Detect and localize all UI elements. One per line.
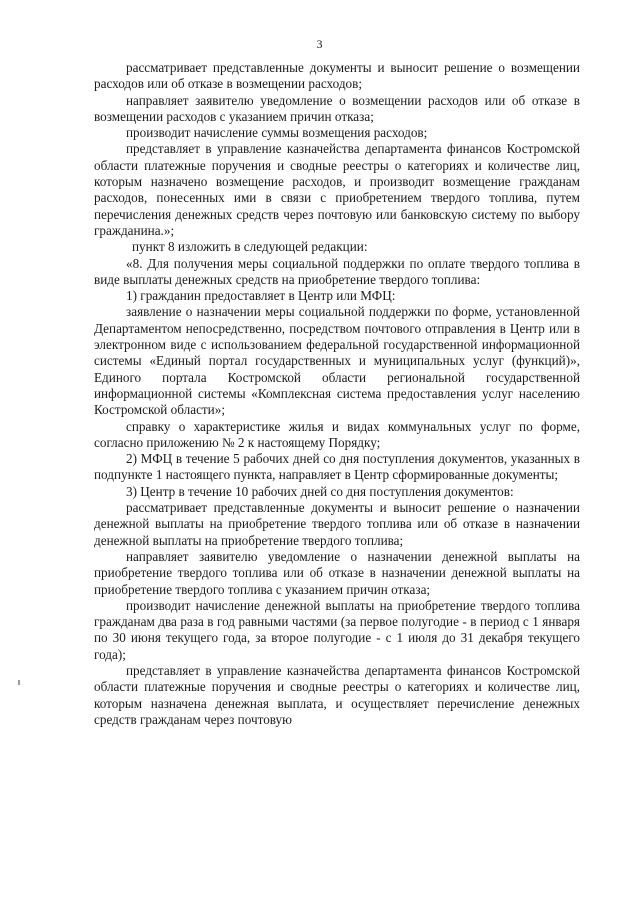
paragraph: 1) гражданин предоставляет в Центр или МФЦ:: [126, 288, 396, 304]
paragraph: производит начисление суммы возмещения расходов;: [126, 125, 428, 141]
paragraph: 2) МФЦ в течение 5 рабочих дней со дня поступления документов, указанных в подпункте 1 настоящего пункта, направляет в Центр сформированные документы;: [94, 451, 580, 483]
scan-mark: [18, 680, 20, 685]
paragraph: рассматривает представленные документы и выносит решение о назначении денежной выплаты на приобретение твердого топлива или об отказе в назначении денежной выплаты на приобретение твердого топлива;: [94, 500, 580, 548]
paragraph: направляет заявителю уведомление о возмещении расходов или об отказе в возмещении расходов с указанием причин отказа;: [94, 92, 580, 124]
paragraph: производит начисление денежной выплаты на приобретение твердого топлива гражданам два раза в год равными частями (за первое полугодие - в период с 1 января по 30 июня текущего года, за второе полугодие - с 1 июля до 31 декабря текущего года);: [94, 597, 580, 662]
page-number: 3: [316, 37, 323, 51]
paragraph: представляет в управление казначейства департамента финансов Костромской области платежные поручения и сводные реестры о категориях и количестве лиц, которым назначено возмещение расходов, и производит возмещение гражданам расходов, понесенных ими в связи с приобретением твердого топлива, путем перечисления денежных средств через почтовую или банковскую систему по выбору гражданина.»;: [94, 141, 580, 238]
paragraph: рассматривает представленные документы и выносит решение о возмещении расходов или об отказе в возмещении расходов;: [94, 60, 580, 92]
paragraph: направляет заявителю уведомление о назначении денежной выплаты на приобретение твердого топлива или об отказе в назначении денежной выплаты на приобретение твердого топлива с указанием причин отказа;: [94, 548, 580, 597]
paragraph: «8. Для получения меры социальной поддержки по оплате твердого топлива в виде выплаты денежных средств на приобретение твердого топлива:: [94, 255, 580, 287]
document-body: [94, 60, 580, 728]
paragraph: справку о характеристике жилья и видах коммунальных услуг по форме, согласно приложению № 2 к настоящему Порядку;: [94, 418, 580, 450]
paragraph: 3) Центр в течение 10 рабочих дней со дня поступления документов:: [126, 483, 514, 499]
paragraph: пункт 8 изложить в следующей редакции:: [132, 239, 368, 255]
paragraph: заявление о назначении меры социальной поддержки по форме, установленной Департаментом непосредственно, посредством почтового отправления в Центр или в электронном виде с использованием федеральной государственной информационной системы «Единый портал государственных и муниципальных услуг (функций)», Единого портала Костромской области региональной государственной информационной системы «Комплексная система предоставления услуг населению Костромской области»;: [94, 304, 580, 418]
paragraph: представляет в управление казначейства департамента финансов Костромской области платежные поручения и сводные реестры о категориях и количестве лиц, которым назначена денежная выплата, и осуществляет перечисление денежных средств гражданам через почтовую: [94, 662, 580, 727]
